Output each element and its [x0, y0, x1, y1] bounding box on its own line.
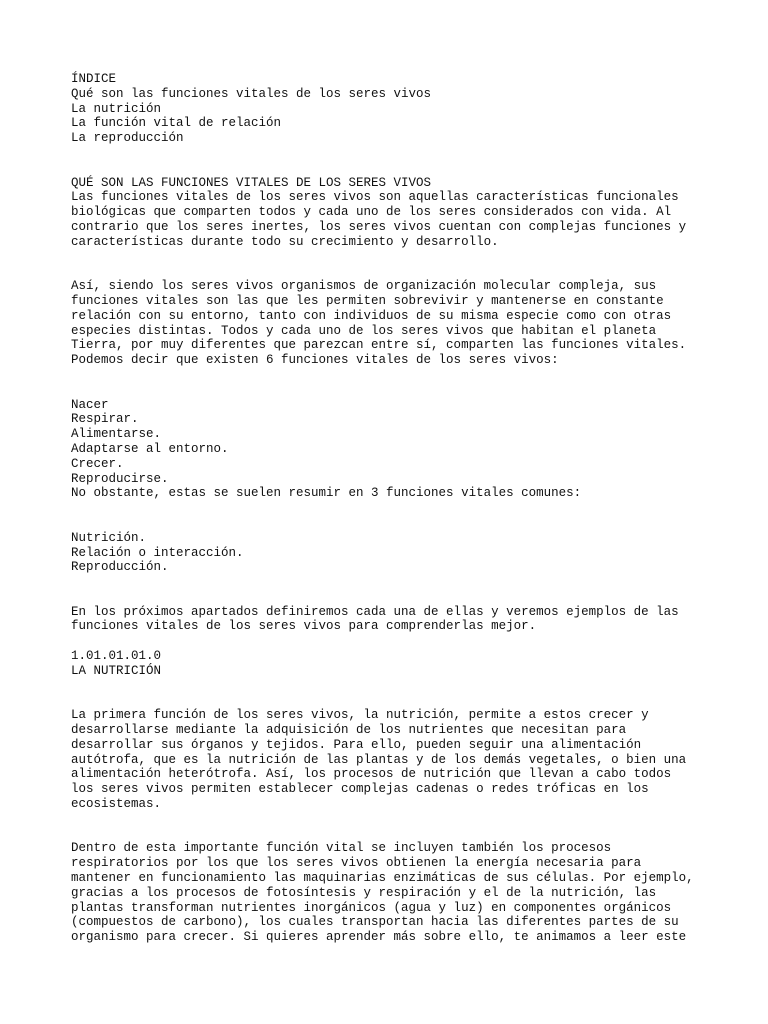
text-line: (compuestos de carbono), los cuales transportan hacia las diferentes partes de su: [71, 915, 679, 930]
section-nutrition: [71, 649, 711, 945]
text-line: No obstante, estas se suelen resumir en 3 funciones vitales comunes:: [71, 486, 582, 501]
list-item: Reproducción.: [71, 560, 169, 575]
index-item: La función vital de relación: [71, 116, 282, 131]
text-line: relación con su entorno, tanto con individuos de su misma especie como con otras: [71, 308, 672, 323]
index-item: Qué son las funciones vitales de los seres vivos: [71, 86, 432, 101]
document-page: [71, 72, 711, 945]
text-line: En los próximos apartados definiremos cada una de ellas y veremos ejemplos de las: [71, 604, 679, 619]
paragraph: [71, 708, 711, 812]
spacer: [71, 146, 711, 176]
spacer: [71, 501, 711, 531]
spacer: [71, 575, 711, 605]
common-functions-list: [71, 531, 711, 575]
index-section: [71, 72, 711, 146]
text-line: desarrollarse mediante la adquisición de los nutrientes que necesitan para: [71, 723, 627, 738]
spacer: [71, 679, 711, 709]
paragraph: [71, 841, 711, 945]
text-line: plantas transforman nutrientes inorgánicos (agua y luz) en componentes orgánicos: [71, 900, 672, 915]
text-line: Tierra, por muy diferentes que parezcan entre sí, comparten las funciones vitales.: [71, 338, 687, 353]
text-line: alimentación heterótrofa. Así, los procesos de nutrición que llevan a cabo todos: [71, 767, 672, 782]
text-line: contrario que los seres inertes, los seres vivos cuentan con complejas funciones y: [71, 219, 687, 234]
text-line: desarrollar sus órganos y tejidos. Para ello, pueden seguir una alimentación: [71, 737, 642, 752]
section-heading: QUÉ SON LAS FUNCIONES VITALES DE LOS SERES VIVOS: [71, 175, 432, 190]
index-item: La reproducción: [71, 131, 184, 146]
text-line: Podemos decir que existen 6 funciones vitales de los seres vivos:: [71, 353, 559, 368]
text-line: gracias a los procesos de fotosíntesis y respiración y el de la nutrición, las: [71, 885, 657, 900]
list-item: Alimentarse.: [71, 427, 162, 442]
list-item: Crecer.: [71, 456, 124, 471]
text-line: biológicas que comparten todos y cada uno de los seres considerados con vida. Al: [71, 205, 672, 220]
spacer: [71, 812, 711, 842]
text-line: La primera función de los seres vivos, la nutrición, permite a estos crecer y: [71, 708, 649, 723]
section-number: 1.01.01.01.0: [71, 649, 162, 664]
list-item: Reproducirse.: [71, 471, 169, 486]
text-line: especies distintas. Todos y cada uno de los seres vivos que habitan el planeta: [71, 323, 657, 338]
text-line: Las funciones vitales de los seres vivos son aquellas características funcionales: [71, 190, 679, 205]
paragraph: [71, 279, 711, 368]
index-item: La nutrición: [71, 101, 162, 116]
text-line: funciones vitales son las que les permiten sobrevivir y mantenerse en constante: [71, 293, 664, 308]
spacer: [71, 634, 711, 649]
list-item: Adaptarse al entorno.: [71, 441, 229, 456]
paragraph: [71, 190, 711, 249]
section-functions: [71, 176, 711, 635]
paragraph: [71, 605, 711, 635]
text-line: organismo para crecer. Si quieres aprender más sobre ello, te animamos a leer este: [71, 930, 687, 945]
text-line: mantener en funcionamiento las maquinarias enzimáticas de sus células. Por ejemplo,: [71, 871, 694, 886]
text-line: los seres vivos permiten establecer complejas cadenas o redes tróficas en los: [71, 782, 649, 797]
section-heading: LA NUTRICIÓN: [71, 663, 162, 678]
list-item: Nutrición.: [71, 530, 147, 545]
spacer: [71, 368, 711, 398]
spacer: [71, 250, 711, 280]
index-heading: ÍNDICE: [71, 72, 117, 86]
vital-functions-list: [71, 398, 711, 487]
text-line: Así, siendo los seres vivos organismos de organización molecular compleja, sus: [71, 279, 657, 294]
text-line: características durante todo su crecimiento y desarrollo.: [71, 234, 499, 249]
text-line: funciones vitales de los seres vivos para comprenderlas mejor.: [71, 619, 537, 634]
list-item: Respirar.: [71, 412, 139, 427]
text-line: respiratorios por los que los seres vivos obtienen la energía necesaria para: [71, 856, 642, 871]
text-line: autótrofa, que es la nutrición de las plantas y de los demás vegetales, o bien una: [71, 752, 687, 767]
list-item: Nacer: [71, 397, 109, 412]
text-line: ecosistemas.: [71, 797, 162, 812]
text-line: Dentro de esta importante función vital se incluyen también los procesos: [71, 841, 612, 856]
list-item: Relación o interacción.: [71, 545, 244, 560]
